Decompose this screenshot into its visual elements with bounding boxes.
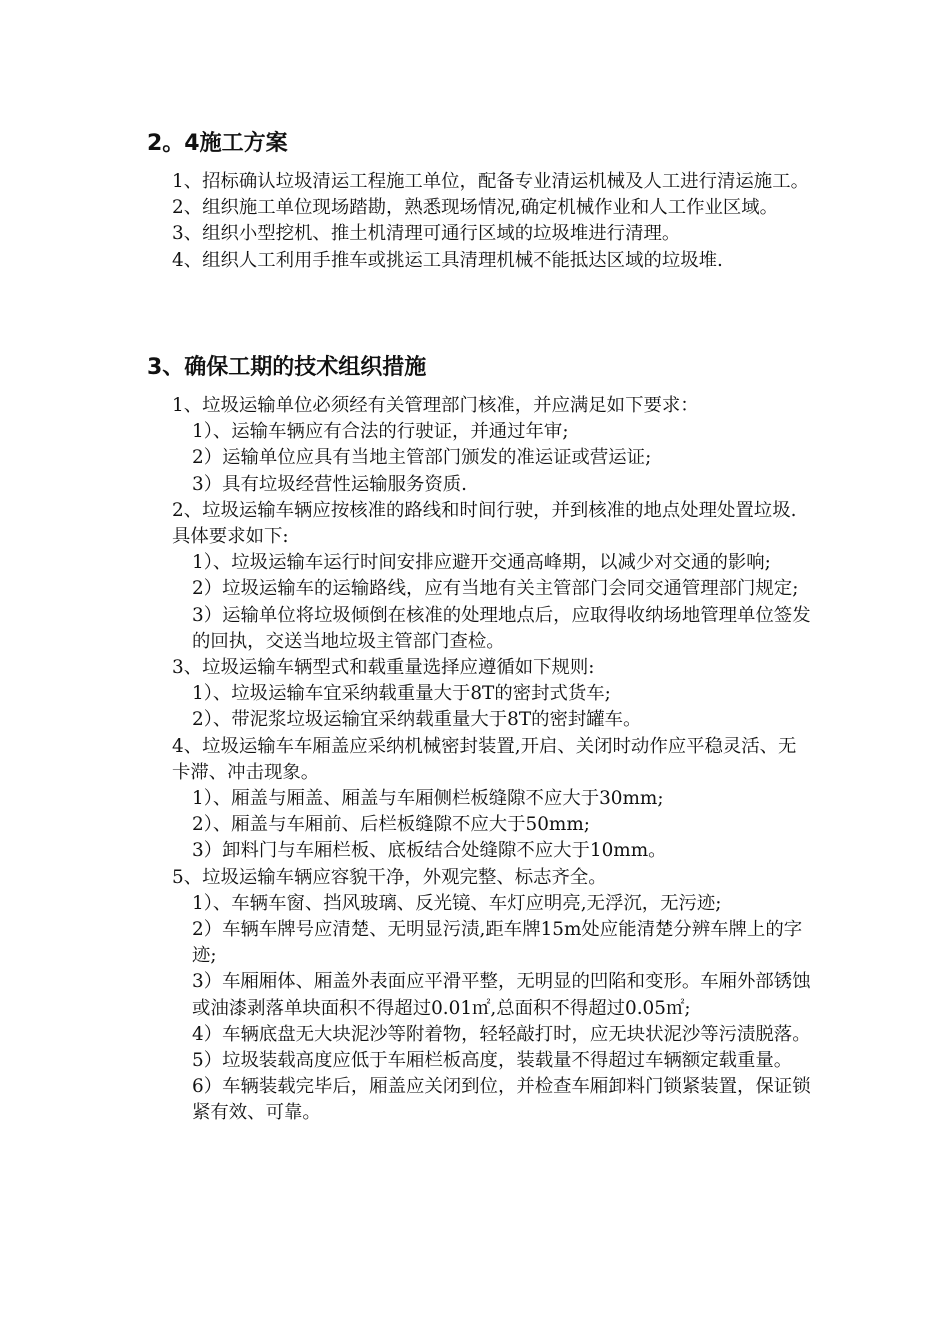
- sub-item: 1）、厢盖与厢盖、厢盖与车厢侧栏板缝隙不应大于30mm;: [192, 788, 664, 810]
- sub-item: 3）运输单位将垃圾倾倒在核准的处理地点后，应取得收纳场地管理单位签发的回执，交送当地垃圾主管部门查检。: [192, 604, 811, 652]
- sub-item: 1）、运输车辆应有合法的行驶证，并通过年审;: [192, 421, 569, 443]
- paragraph: 1、招标确认垃圾清运工程施工单位，配备专业清运机械及人工进行清运施工。: [172, 171, 809, 192]
- sub-item: 2）运输单位应具有当地主管部门颁发的准运证或营运证;: [192, 447, 652, 469]
- sub-item: 2）车辆车牌号应清楚、无明显污渍,距车牌15m处应能清楚分辨车牌上的字迹;: [192, 919, 803, 967]
- sub-item: 2）、带泥浆垃圾运输宜采纳载重量大于8T的密封罐车。: [192, 709, 642, 731]
- list-item: 3、垃圾运输车辆型式和载重量选择应遵循如下规则:: [172, 657, 595, 679]
- sub-item: 6）车辆装载完毕后，厢盖应关闭到位，并检查车厢卸料门锁紧装置，保证锁紧有效、可靠。: [192, 1076, 811, 1124]
- paragraph: 2、组织施工单位现场踏勘，熟悉现场情况,确定机械作业和人工作业区域。: [172, 197, 779, 219]
- list-item: 4、垃圾运输车车厢盖应采纳机械密封装置,开启、关闭时动作应平稳灵活、无卡滞、冲击现象。: [172, 735, 797, 783]
- paragraph: 3、组织小型挖机、推土机清理可通行区域的垃圾堆进行清理。: [172, 223, 681, 245]
- sub-item: 5）垃圾装载高度应低于车厢栏板高度，装载量不得超过车辆额定载重量。: [192, 1050, 793, 1072]
- section-2-4-body: [172, 169, 812, 274]
- sub-item: 4）车辆底盘无大块泥沙等附着物，轻轻敲打时，应无块状泥沙等污渍脱落。: [192, 1023, 811, 1045]
- section-3-body: [172, 393, 812, 1127]
- sub-item: 3）具有垃圾经营性运输服务资质.: [192, 473, 468, 495]
- sub-item: 2）垃圾运输车的运输路线，应有当地有关主管部门会同交通管理部门规定;: [192, 578, 799, 600]
- sub-item: 1）、车辆车窗、挡风玻璃、反光镜、车灯应明亮,无浮沉，无污迹;: [192, 892, 722, 914]
- paragraph: 4、组织人工利用手推车或挑运工具清理机械不能抵达区域的垃圾堆.: [172, 249, 723, 271]
- sub-item: 3）车厢厢体、厢盖外表面应平滑平整，无明显的凹陷和变形。车厢外部锈蚀或油漆剥落单块面积不得超过0.01㎡,总面积不得超过0.05㎡;: [192, 971, 811, 1019]
- list-item: 2、垃圾运输车辆应按核准的路线和时间行驶，并到核准的地点处理处置垃圾.具体要求如下:: [172, 499, 797, 548]
- sub-item: 3）卸料门与车厢栏板、底板结合处缝隙不应大于10mm。: [192, 840, 667, 862]
- section-heading-2-4: 2。4施工方案: [147, 131, 288, 156]
- sub-item: 1）、垃圾运输车运行时间安排应避开交通高峰期，以减少对交通的影响;: [192, 552, 771, 574]
- list-item: 1、垃圾运输单位必须经有关管理部门核准，并应满足如下要求：: [172, 395, 699, 416]
- sub-item: 1）、垃圾运输车宜采纳载重量大于8T的密封式货车;: [192, 683, 611, 705]
- sub-item: 2）、厢盖与车厢前、后栏板缝隙不应大于50mm;: [192, 814, 591, 836]
- list-item: 5、垃圾运输车辆应容貌干净，外观完整、标志齐全。: [172, 866, 607, 888]
- section-heading-3: 3、确保工期的技术组织措施: [147, 355, 427, 380]
